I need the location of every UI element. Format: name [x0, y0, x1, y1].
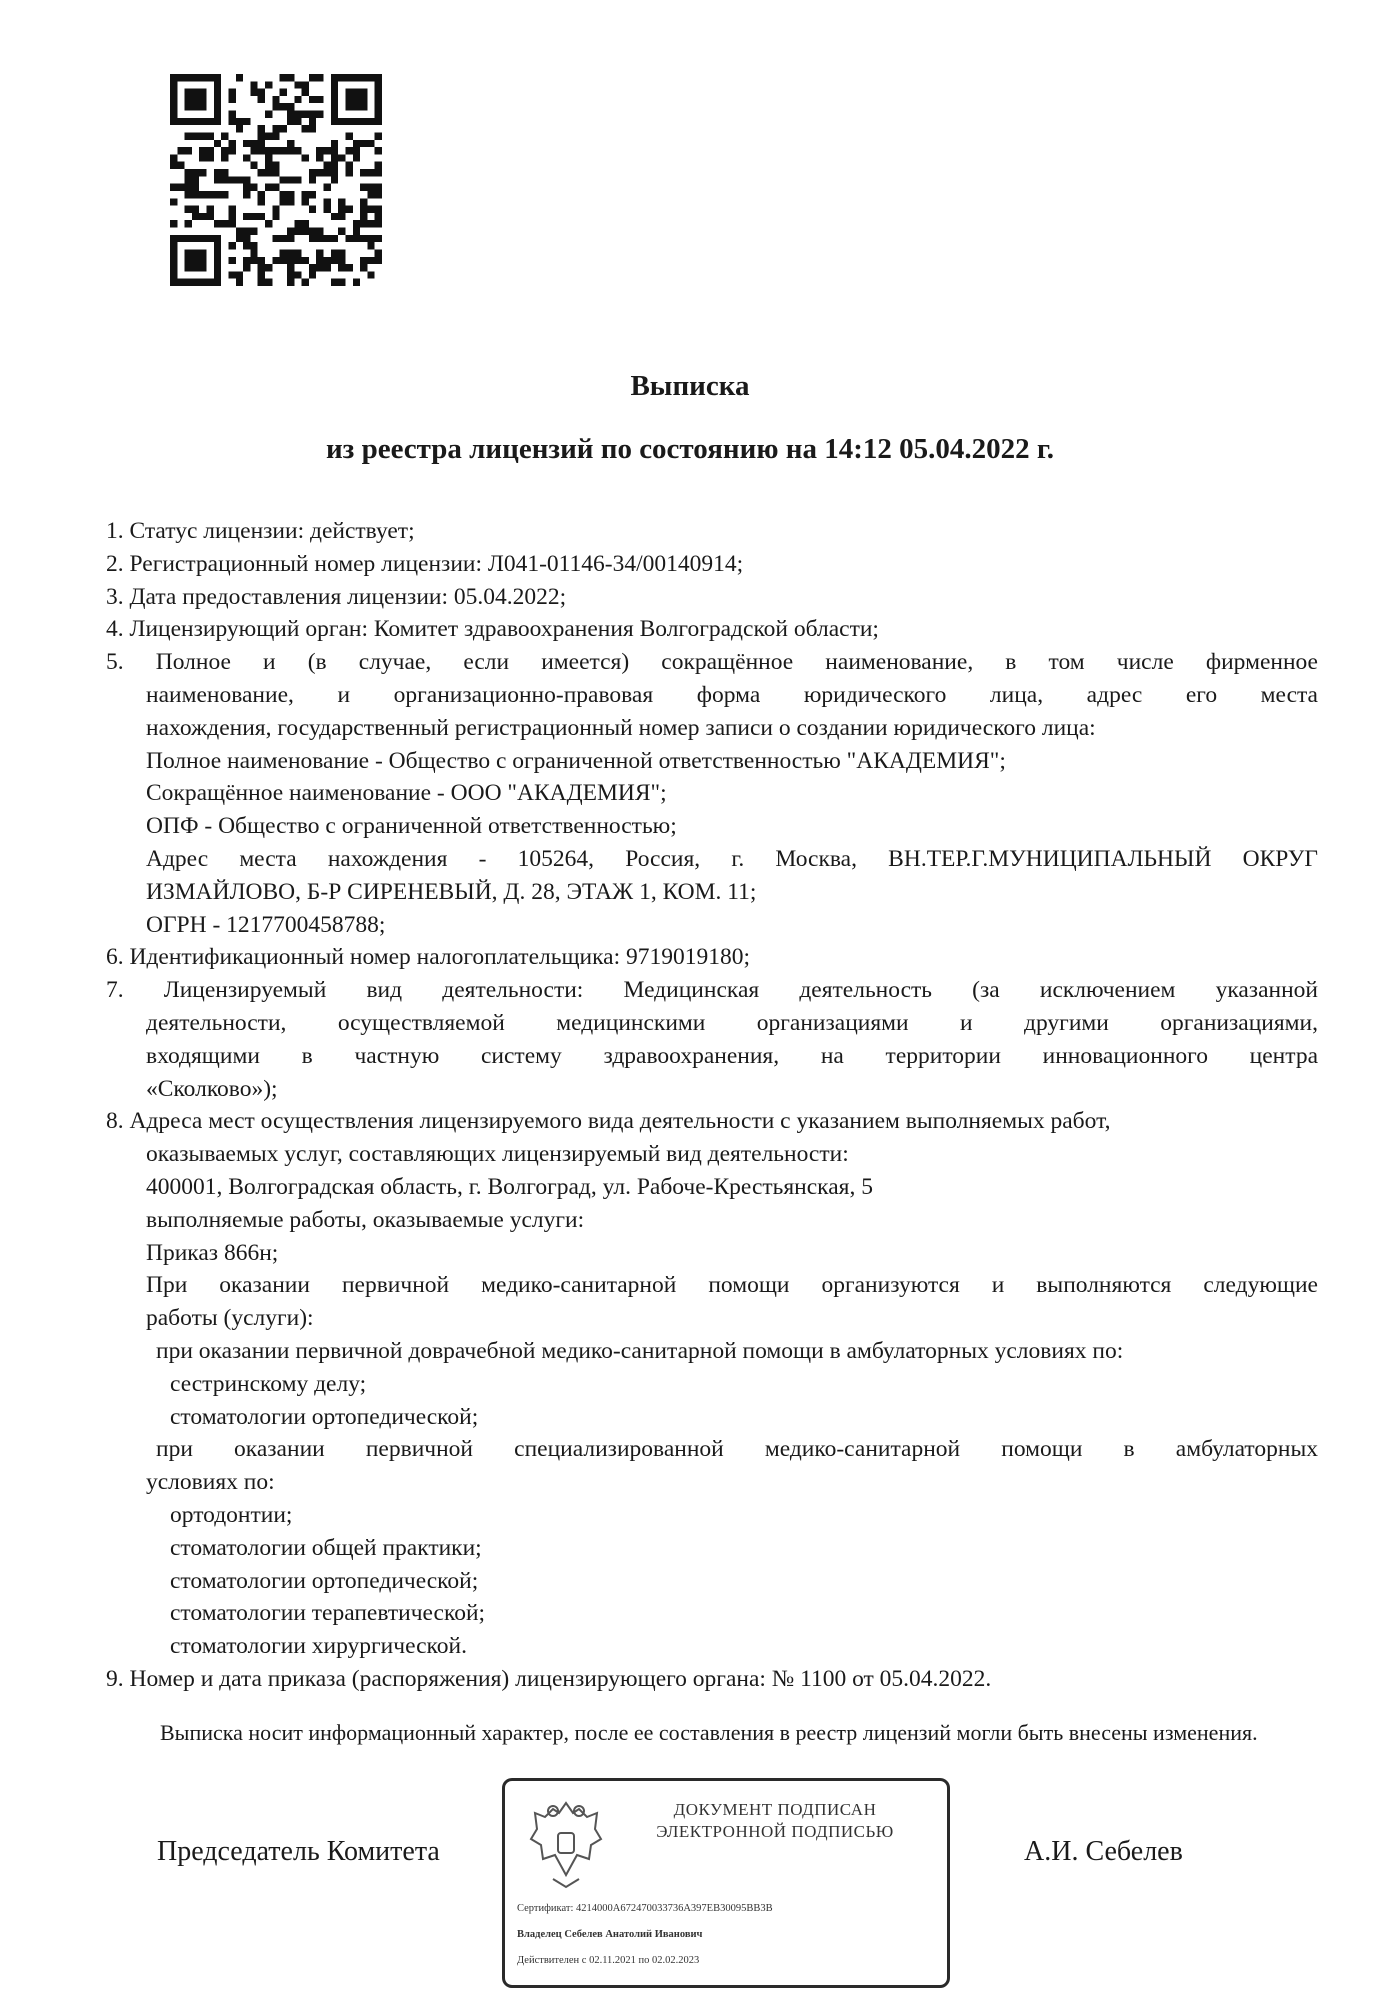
document-line: ИЗМАЙЛОВО, Б-Р СИРЕНЕВЫЙ, Д. 28, ЭТАЖ 1, КОМ. 11;: [146, 878, 757, 905]
document-line: Полное наименование - Общество с ограниченной ответственностью "АКАДЕМИЯ";: [146, 747, 1006, 774]
document-line: Адрес места нахождения - 105264, Россия, г. Москва, ВН.ТЕР.Г.МУНИЦИПАЛЬНЫЙ ОКРУГ: [146, 845, 1318, 872]
document-line: 3. Дата предоставления лицензии: 05.04.2022;: [106, 583, 567, 610]
document-line: деятельности, осуществляемой медицинскими организациями и другими организациями,: [146, 1009, 1318, 1036]
disclaimer-note: Выписка носит информационный характер, после ее составления в реестр лицензий могли быть внесены изменения.: [160, 1720, 1258, 1745]
document-line: нахождения, государственный регистрационный номер записи о создании юридического лица:: [146, 714, 1096, 741]
document-line: 9. Номер и дата приказа (распоряжения) лицензирующего органа: № 1100 от 05.04.2022.: [106, 1665, 992, 1692]
document-line: 5. Полное и (в случае, если имеется) сокращённое наименование, в том числе фирменное: [106, 649, 1318, 676]
stamp-validity: Действителен с 02.11.2021 по 02.02.2023: [517, 1955, 700, 1966]
document-line: условиях по:: [146, 1469, 275, 1496]
document-line: ортодонтии;: [170, 1501, 293, 1528]
signer-name: А.И. Себелев: [1024, 1836, 1183, 1867]
document-line: при оказании первичной специализированной медико-санитарной помощи в амбулаторных: [156, 1436, 1318, 1463]
document-line: входящими в частную систему здравоохранения, на территории инновационного центра: [146, 1042, 1318, 1069]
document-line: 400001, Волгоградская область, г. Волгоград, ул. Рабоче-Крестьянская, 5: [146, 1173, 873, 1200]
document-line: Сокращённое наименование - ООО "АКАДЕМИЯ";: [146, 780, 667, 807]
document-line: 1. Статус лицензии: действует;: [106, 518, 415, 544]
document-line: Приказ 866н;: [146, 1239, 279, 1266]
document-line: выполняемые работы, оказываемые услуги:: [146, 1206, 585, 1233]
document-line: При оказании первичной медико-санитарной помощи организуются и выполняются следующие: [146, 1272, 1318, 1299]
document-line: «Сколково»);: [146, 1075, 278, 1102]
document-line: оказываемых услуг, составляющих лицензируемый вид деятельности:: [146, 1141, 849, 1168]
document-line: ОПФ - Общество с ограниченной ответственностью;: [146, 813, 677, 840]
document-line: наименование, и организационно-правовая форма юридического лица, адрес его места: [146, 681, 1318, 708]
electronic-signature-stamp: [502, 1778, 950, 1988]
document-line: 6. Идентификационный номер налогоплательщика: 9719019180;: [106, 944, 751, 971]
document-subtitle: из реестра лицензий по состоянию на 14:12 05.04.2022 г.: [325, 433, 1055, 465]
signer-title: Председатель Комитета: [157, 1836, 440, 1867]
document-line: сестринскому делу;: [170, 1370, 367, 1397]
stamp-owner: Владелец Себелев Анатолий Иванович: [517, 1929, 703, 1940]
document-line: 8. Адреса мест осуществления лицензируемого вида деятельности с указанием выполняемых работ,: [106, 1108, 1111, 1135]
document-line: стоматологии терапевтической;: [170, 1600, 486, 1627]
document-line: стоматологии ортопедической;: [170, 1403, 479, 1430]
document-line: 4. Лицензирующий орган: Комитет здравоохранения Волгоградской области;: [106, 616, 879, 643]
stamp-certificate: Сертификат: 4214000А672470033736А397ЕВ30095ВВ3В: [517, 1903, 773, 1914]
document-line: стоматологии ортопедической;: [170, 1567, 479, 1594]
document-line: 2. Регистрационный номер лицензии: Л041-01146-34/00140914;: [106, 550, 744, 577]
stamp-heading-line1: ДОКУМЕНТ ПОДПИСАН: [673, 1800, 877, 1819]
document-line: стоматологии хирургической.: [170, 1633, 467, 1660]
qr-code-icon: [170, 74, 382, 286]
coat-of-arms-icon: [523, 1795, 609, 1891]
document-line: ОГРН - 1217700458788;: [146, 911, 386, 938]
document-line: стоматологии общей практики;: [170, 1534, 482, 1561]
document-line: при оказании первичной доврачебной медико-санитарной помощи в амбулаторных условиях по:: [156, 1337, 1124, 1364]
document-title: Выписка: [630, 370, 750, 402]
license-details: [106, 515, 1318, 1696]
document-line: работы (услуги):: [146, 1305, 314, 1332]
stamp-heading-line2: ЭЛЕКТРОННОЙ ПОДПИСЬЮ: [656, 1822, 894, 1841]
document-line: 7. Лицензируемый вид деятельности: Медицинская деятельность (за исключением указанной: [106, 977, 1318, 1004]
